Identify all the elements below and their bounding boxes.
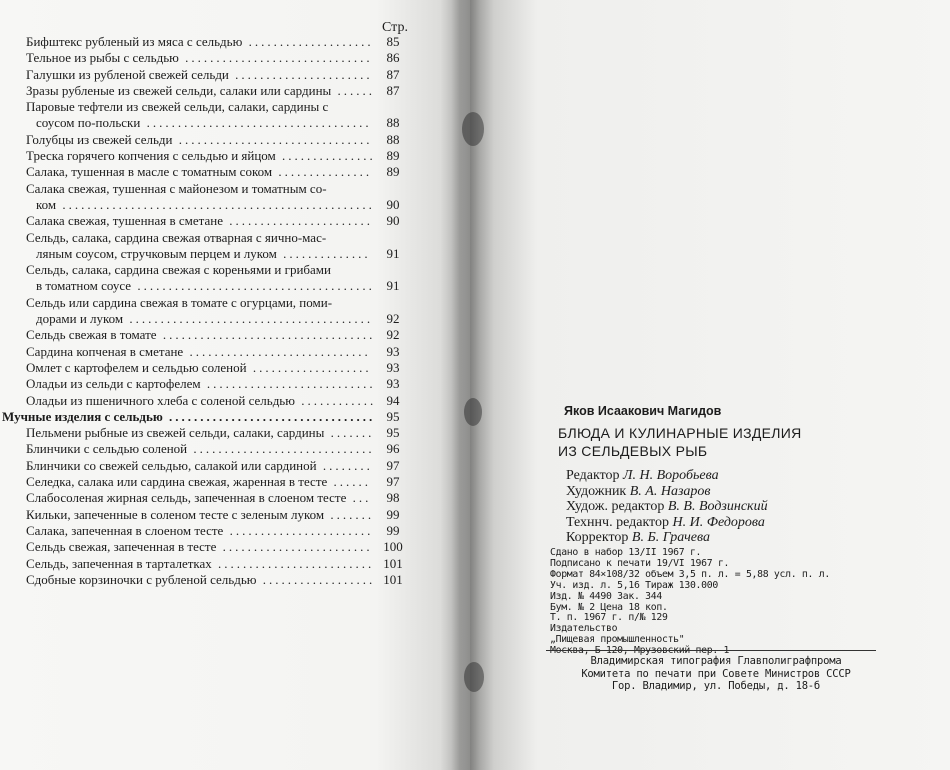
toc-entry [0, 50, 410, 66]
toc-page-number: 96 [386, 441, 400, 457]
toc-entry-title: Мучные изделия с сельдью ................................. [2, 408, 376, 424]
book-title-line: ИЗ СЕЛЬДЕВЫХ РЫБ [558, 443, 708, 459]
author-name: Яков Исаакович Магидов [564, 404, 722, 418]
publication-info-line: Формат 84×108/32 объем 3,5 п. л. = 5,88 усл. п. л. [550, 568, 830, 580]
toc-leader-dots: ................................. [162, 408, 376, 424]
toc-page-number: 93 [386, 343, 400, 359]
toc-entry-title: соусом по-польски .................................... [36, 115, 372, 131]
divider [546, 650, 876, 651]
toc-entry-title: Салака свежая, тушенная в сметане ....................... [26, 213, 373, 229]
toc-entry [0, 490, 410, 506]
toc-entry [0, 262, 410, 278]
toc-entry-title: Сельдь свежая в томате .................................. [26, 327, 376, 343]
toc-page-number: 99 [386, 522, 400, 538]
toc-page-number: 87 [386, 66, 400, 82]
toc-leader-dots: ...................................... [131, 278, 375, 294]
toc-leader-dots: ............................. [183, 343, 371, 359]
toc-leader-dots: ........ [316, 457, 373, 473]
credit-line [566, 499, 768, 515]
credit-role: Редактор [566, 468, 620, 483]
toc-page-number: 91 [386, 278, 400, 294]
toc-entry [0, 425, 410, 441]
toc-entry [0, 393, 410, 409]
toc-leader-dots: ............ [294, 392, 377, 408]
toc-page-number: 95 [386, 408, 400, 424]
toc-entry [0, 148, 410, 164]
toc-entry [0, 278, 410, 294]
toc-entry-title: Слабосоленая жирная сельдь, запеченная в слоеном тесте ... [26, 490, 372, 506]
toc-page-number: 101 [383, 555, 403, 571]
toc-entry-title: Галушки из рубленой свежей сельди ...................... [26, 66, 373, 82]
toc-page-number: 87 [386, 82, 400, 98]
toc-entry-title: дорами и луком ....................................... [36, 311, 374, 327]
toc-page-number: 94 [386, 392, 400, 408]
toc-entry-title: Сельдь свежая, запеченная в тесте ........................ [26, 539, 373, 555]
toc-entry [0, 409, 410, 425]
toc-leader-dots: ... [346, 490, 372, 506]
toc-page-number: 88 [386, 115, 400, 131]
toc-entry-title: Кильки, запеченные в соленом тесте с зеленым луком ....... [26, 506, 375, 522]
toc-entry [0, 441, 410, 457]
toc-leader-dots: .............. [276, 245, 371, 261]
credit-line [566, 468, 768, 484]
publication-info-line: Изд. № 4490 Зак. 344 [550, 590, 662, 602]
toc-leader-dots: ...... [331, 82, 376, 98]
toc-entry-title: Сельдь, запеченная в тарталетках ......................... [26, 555, 375, 571]
publication-info-line: Т. п. 1967 г. п/№ 129 [550, 612, 668, 624]
toc-page-header: Стр. [382, 20, 408, 35]
toc-page-number: 89 [386, 148, 400, 164]
toc-entry-title: Голубцы из свежей сельди ............................... [26, 131, 373, 147]
credit-role: Худож. редактор [566, 499, 665, 514]
credit-name: В. Б. Грачева [631, 530, 710, 545]
toc-entry-title: Селедка, салака или сардина свежая, жаренная в тесте ...... [26, 474, 372, 490]
toc-leader-dots: .................... [242, 34, 374, 49]
book-gutter [440, 0, 480, 770]
toc-leader-dots: ....... [324, 506, 375, 522]
toc-entry [0, 115, 410, 131]
toc-page-number: 90 [386, 213, 400, 229]
toc-entry-title: Бифштекс рубленый из мяса с сельдью .................... [26, 34, 374, 49]
toc-entry [0, 507, 410, 523]
credit-role: Корректор [566, 530, 629, 545]
credit-name: В. А. Назаров [629, 483, 711, 499]
toc-page-number: 95 [386, 425, 400, 441]
toc-entry [0, 458, 410, 474]
toc-page-number: 99 [386, 506, 400, 522]
toc-entry-title: Сельдь, салака, сардина свежая с кореньями и грибами [26, 262, 331, 278]
toc-entry [0, 83, 410, 99]
toc-page-number: 86 [386, 50, 400, 66]
toc-leader-dots: .................................... [140, 115, 372, 131]
toc-leader-dots: ......................... [211, 555, 375, 571]
toc-entry [0, 34, 410, 50]
toc-entry [0, 246, 410, 262]
publication-info-line: Сдано в набор 13/II 1967 г. [550, 547, 702, 558]
toc-leader-dots: ....... [324, 425, 375, 441]
credit-line [566, 515, 768, 531]
toc-entry-title: Зразы рубленые из свежей сельди, салаки или сардины ...... [26, 82, 376, 98]
toc-entry-title: Блинчики со свежей сельдью, салакой или сардиной ........ [26, 457, 373, 473]
toc-entry [0, 376, 410, 392]
toc-leader-dots: ....................... [223, 522, 374, 538]
toc-entry-title: в томатном соусе ...................................... [36, 278, 375, 294]
toc-entry-title: Салака свежая, тушенная с майонезом и томатным со- [26, 180, 327, 196]
toc-entry-title: Оладьи из сельди с картофелем ........................... [26, 376, 376, 392]
printing-house-info [556, 655, 876, 693]
toc-page-number: 101 [383, 571, 403, 587]
toc-entry [0, 572, 410, 588]
left-page [0, 0, 470, 770]
toc-entry-title: Сельдь, салака, сардина свежая отварная с яично-мас- [26, 229, 327, 245]
toc-leader-dots: ...................... [228, 66, 373, 82]
toc-leader-dots: ........................ [216, 539, 373, 555]
toc-entry-title: Тельное из рыбы с сельдью .............................. [26, 50, 373, 66]
printing-house-line: Владимирская типография Главполиграфпрома [590, 655, 842, 667]
toc-entry [0, 311, 410, 327]
toc-leader-dots: .................................................. [56, 196, 375, 212]
book-title [558, 424, 802, 460]
credit-name: Л. Н. Воробьева [623, 468, 719, 483]
toc-entry [0, 213, 410, 229]
toc-entry [0, 197, 410, 213]
toc-entry [0, 556, 410, 572]
toc-entry [0, 360, 410, 376]
toc-page-number: 90 [386, 196, 400, 212]
toc-entry [0, 181, 410, 197]
toc-page-number: 88 [386, 131, 400, 147]
toc-entry [0, 230, 410, 246]
toc-leader-dots: ............................. [187, 441, 375, 457]
toc-entry-title: Пельмени рыбные из свежей сельди, салаки, сардины ....... [26, 425, 375, 441]
toc-entry [0, 539, 410, 555]
publication-info-line: Уч. изд. л. 5,16 Тираж 130.000 [550, 579, 718, 591]
toc-leader-dots: ....................... [222, 213, 373, 229]
toc-entry [0, 164, 410, 180]
toc-entry [0, 327, 410, 343]
credit-role: Художник [566, 483, 627, 499]
toc-entry [0, 523, 410, 539]
credit-name: В. В. Водзинский [667, 499, 768, 514]
toc-page-number: 97 [386, 457, 400, 473]
toc-entry [0, 99, 410, 115]
toc-entry-title: ком .................................................. [36, 196, 375, 212]
toc-page-number: 91 [386, 245, 400, 261]
toc-entry-title: Омлет с картофелем и сельдью соленой ................... [26, 359, 372, 375]
toc-entry [0, 67, 410, 83]
credit-line [566, 484, 768, 500]
toc-entry-title: Салака, тушенная в масле с томатным соком ............... [26, 164, 373, 180]
toc-entry [0, 295, 410, 311]
toc-leader-dots: .................. [256, 571, 376, 587]
toc-entry-title: Салака, запеченная в слоеном тесте ....................... [26, 522, 374, 538]
toc-page-number: 98 [386, 490, 400, 506]
toc-entry [0, 344, 410, 360]
toc-entry-title: ляным соусом, стручковым перцем и луком .............. [36, 245, 371, 261]
toc-page-number: 100 [383, 539, 403, 555]
toc-entry-title: Треска горячего копчения с сельдью и яйцом ............... [26, 148, 376, 164]
toc-entry [0, 474, 410, 490]
publication-info-line: Подписано к печати 19/VI 1967 г. [550, 557, 730, 569]
toc-entry-title: Сардина копченая в сметане ............................. [26, 343, 371, 359]
book-title-line: БЛЮДА И КУЛИНАРНЫЕ ИЗДЕЛИЯ [558, 425, 802, 441]
toc-entry-title: Оладьи из пшеничного хлеба с соленой сельдью ............ [26, 392, 377, 408]
toc-entry-title: Сельдь или сардина свежая в томате с огурцами, поми- [26, 294, 333, 310]
toc-entry-title: Сдобные корзиночки с рубленой сельдью .................. [26, 571, 376, 587]
toc-leader-dots: ...... [327, 474, 372, 490]
toc-page-number: 92 [386, 311, 400, 327]
publication-info-line: „Пищевая промышленность" [550, 634, 685, 646]
credits-list [566, 468, 768, 546]
toc-leader-dots: ............... [275, 148, 376, 164]
toc-leader-dots: ....................................... [123, 311, 374, 327]
credit-role: Техннч. редактор [566, 514, 669, 530]
toc-page-number: 85 [386, 34, 400, 49]
toc-entry [0, 132, 410, 148]
toc-leader-dots: .................................. [156, 327, 376, 343]
credit-line [566, 530, 768, 546]
toc-page-number: 97 [386, 474, 400, 490]
toc-leader-dots: ............................... [172, 131, 373, 147]
credit-name: Н. И. Федорова [672, 514, 765, 530]
toc-page-number: 89 [386, 164, 400, 180]
toc-leader-dots: .............................. [178, 50, 373, 66]
toc-page-number: 93 [386, 376, 400, 392]
printing-house-line: Комитета по печати при Совете Министров СССР [581, 667, 851, 680]
publication-info [550, 548, 830, 657]
toc-entry-title: Блинчики с сельдью соленой ............................. [26, 441, 375, 457]
publication-info-line: Издательство [550, 623, 618, 635]
publication-info-line: Бум. № 2 Цена 18 коп. [550, 601, 668, 613]
toc-leader-dots: ............... [272, 164, 373, 180]
toc-leader-dots: ................... [246, 359, 372, 375]
toc-page-number: 93 [386, 359, 400, 375]
printing-house-line: Гор. Владимир, ул. Победы, д. 18-б [611, 680, 821, 692]
toc-list [0, 34, 410, 588]
toc-page-number: 92 [386, 327, 400, 343]
toc-entry-title: Паровые тефтели из свежей сельди, салаки, сардины с [26, 99, 329, 115]
toc-leader-dots: ........................... [200, 376, 376, 392]
